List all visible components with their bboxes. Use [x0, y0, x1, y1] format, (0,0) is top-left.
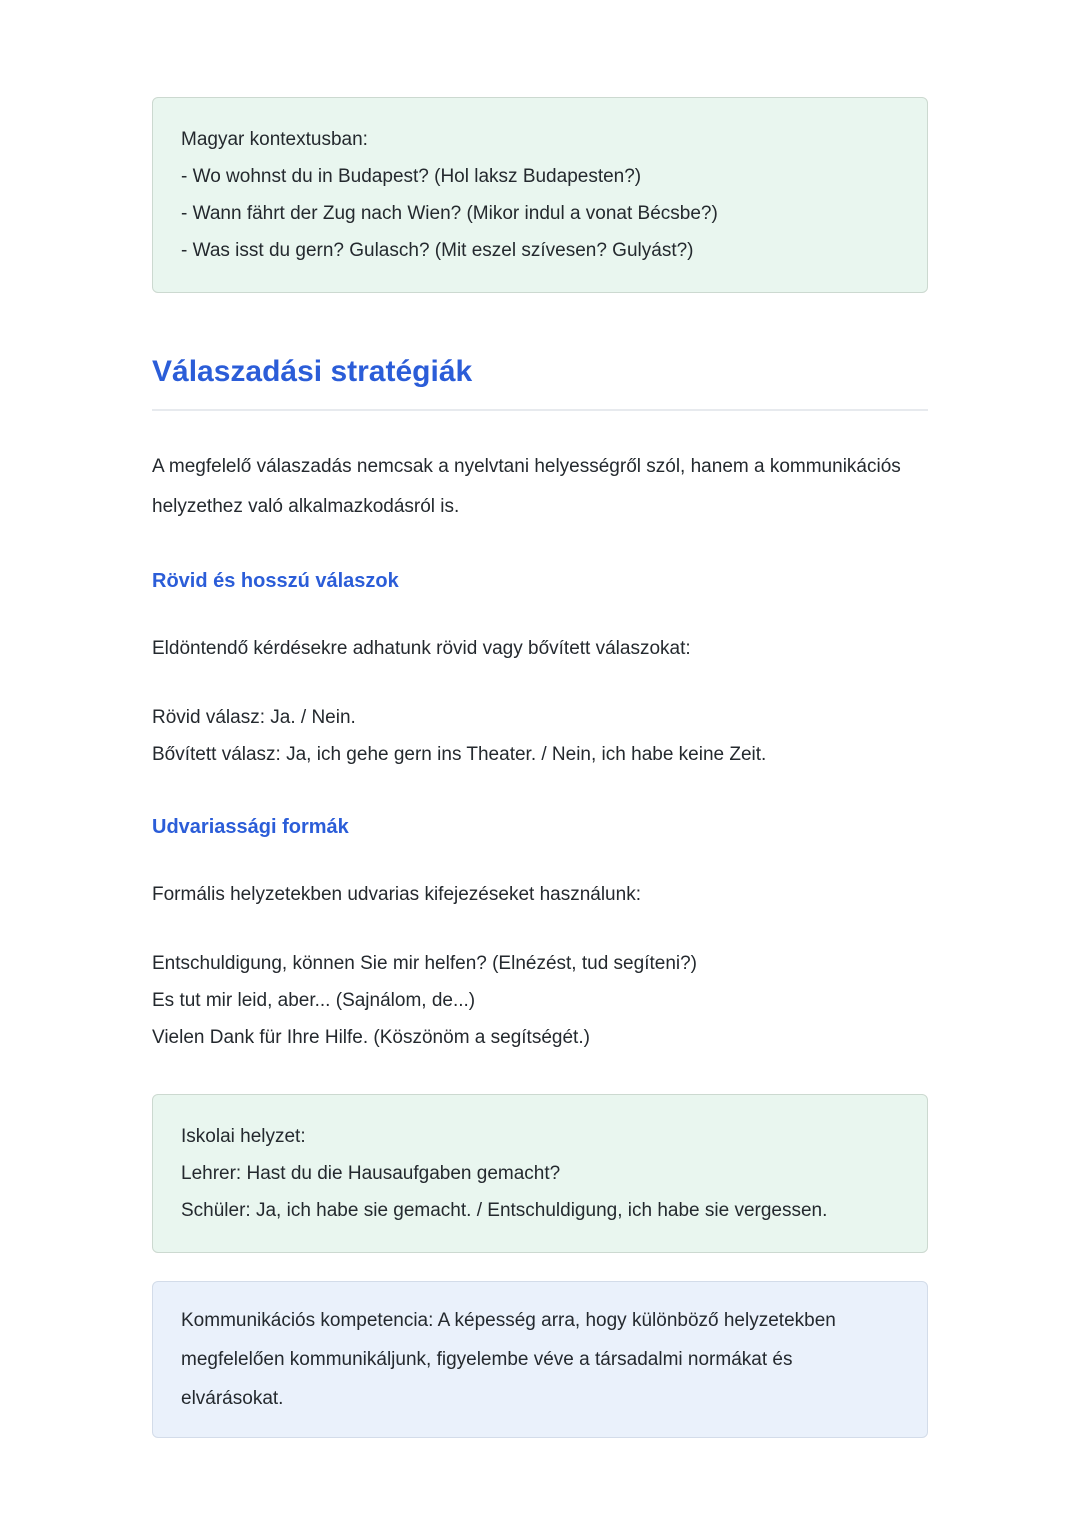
politeness-example-line: Vielen Dank für Ihre Hilfe. (Köszönöm a segítségét.) — [152, 1027, 590, 1048]
politeness-examples — [152, 945, 928, 1056]
section-divider — [152, 409, 928, 411]
example-box-line: Schüler: Ja, ich habe sie gemacht. / Entschuldigung, ich habe sie vergessen. — [181, 1200, 828, 1221]
definition-text: Kommunikációs kompetencia: A képesség arra, hogy különböző helyzetekben megfelelően kommunikáljunk, figyelembe véve a társadalmi normákat és elvárásokat. — [181, 1310, 836, 1409]
subsection-title-short-long-answers: Rövid és hosszú válaszok — [152, 570, 399, 592]
short-answer-line: Rövid válasz: Ja. / Nein. — [152, 707, 356, 728]
example-box-line: - Was isst du gern? Gulasch? (Mit eszel szívesen? Gulyást?) — [181, 240, 694, 261]
extended-answer-line: Bővített válasz: Ja, ich gehe gern ins Theater. / Nein, ich habe keine Zeit. — [152, 744, 767, 765]
short-long-intro-paragraph: Eldöntendő kérdésekre adhatunk rövid vagy bővített válaszokat: — [152, 638, 691, 659]
politeness-example-line: Entschuldigung, können Sie mir helfen? (Elnézést, tud segíteni?) — [152, 953, 697, 974]
politeness-intro-paragraph: Formális helyzetekben udvarias kifejezéseket használunk: — [152, 884, 641, 905]
section-title: Válaszadási stratégiák — [152, 355, 473, 388]
section-intro-paragraph: A megfelelő válaszadás nemcsak a nyelvtani helyességről szól, hanem a kommunikációs helyzethez való alkalmazkodásról is. — [152, 456, 901, 517]
example-box-line: Lehrer: Hast du die Hausaufgaben gemacht? — [181, 1163, 561, 1184]
example-box-line: - Wo wohnst du in Budapest? (Hol laksz Budapesten?) — [181, 166, 642, 187]
short-long-examples — [152, 699, 928, 773]
content-column — [152, 0, 928, 1438]
subsection-title-politeness-forms: Udvariassági formák — [152, 816, 349, 838]
example-box-hungarian-context — [152, 97, 928, 293]
example-box-line: Iskolai helyzet: — [181, 1126, 306, 1147]
politeness-example-line: Es tut mir leid, aber... (Sajnálom, de...) — [152, 990, 476, 1011]
example-box-line: Magyar kontextusban: — [181, 129, 368, 150]
example-box-line: - Wann fährt der Zug nach Wien? (Mikor indul a vonat Bécsbe?) — [181, 203, 718, 224]
example-box-school-situation — [152, 1094, 928, 1253]
definition-box-communicative-competence — [152, 1281, 928, 1438]
